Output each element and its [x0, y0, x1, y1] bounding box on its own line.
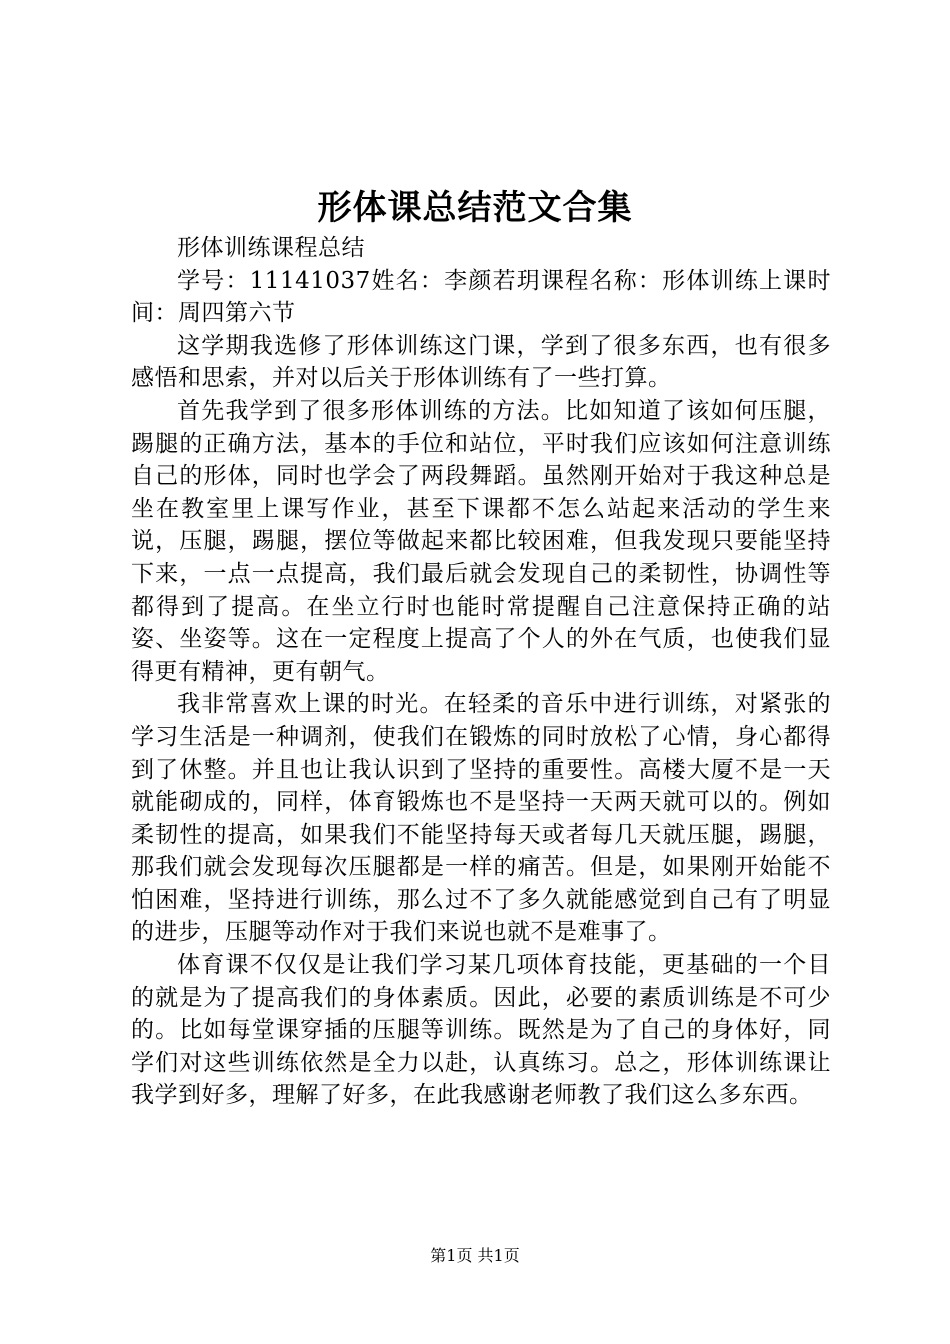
paragraph-conclusion: 体育课不仅仅是让我们学习某几项体育技能，更基础的一个目的就是为了提高我们的身体素质。因此，必要的素质训练是不可少的。比如每堂课穿插的压腿等训练。既然是为了自己的身体好，同学们对这些训练依然是全力以赴，认真练习。总之，形体训练课让我学到好多，理解了好多，在此我感谢老师教了我们这么多东西。 — [131, 952, 831, 1109]
paragraph-intro: 这学期我选修了形体训练这门课，学到了很多东西，也有很多感悟和思索，并对以后关于形体训练有了一些打算。 — [131, 332, 831, 392]
paragraph-methods: 首先我学到了很多形体训练的方法。比如知道了该如何压腿，踢腿的正确方法，基本的手位和站位，平时我们应该如何注意训练自己的形体，同时也学会了两段舞蹈。虽然刚开始对于我这种总是坐在教室里上课写作业，甚至下课都不怎么站起来活动的学生来说，压腿，踢腿，摆位等做起来都比较困难，但我发现只要能坚持下来，一点一点提高，我们最后就会发现自己的柔韧性，协调性等都得到了提高。在坐立行时也能时常提醒自己注意保持正确的站姿、坐姿等。这在一定程度上提高了个人的外在气质，也使我们显得更有精神，更有朝气。 — [131, 397, 831, 685]
page-footer: 第1页 共1页 — [430, 1246, 520, 1265]
paragraph-enjoyment: 我非常喜欢上课的时光。在轻柔的音乐中进行训练，对紧张的学习生活是一种调剂，使我们在锻炼的同时放松了心情，身心都得到了休整。并且也让我认识到了坚持的重要性。高楼大厦不是一天就能砌成的，同样，体育锻炼也不是坚持一天两天就可以的。例如柔韧性的提高，如果我们不能坚持每天或者每几天就压腿，踢腿，那我们就会发现每次压腿都是一样的痛苦。但是，如果刚开始能不怕困难，坚持进行训练，那么过不了多久就能感觉到自己有了明显的进步，压腿等动作对于我们来说也就不是难事了。 — [131, 691, 831, 946]
paragraph-subtitle: 形体训练课程总结 — [177, 235, 365, 261]
document-body — [131, 232, 831, 1112]
paragraph-student-info: 学号：11141037姓名：李颜若玥课程名称：形体训练上课时间：周四第六节 — [131, 267, 831, 327]
document-title: 形体课总结范文合集 — [317, 188, 633, 228]
